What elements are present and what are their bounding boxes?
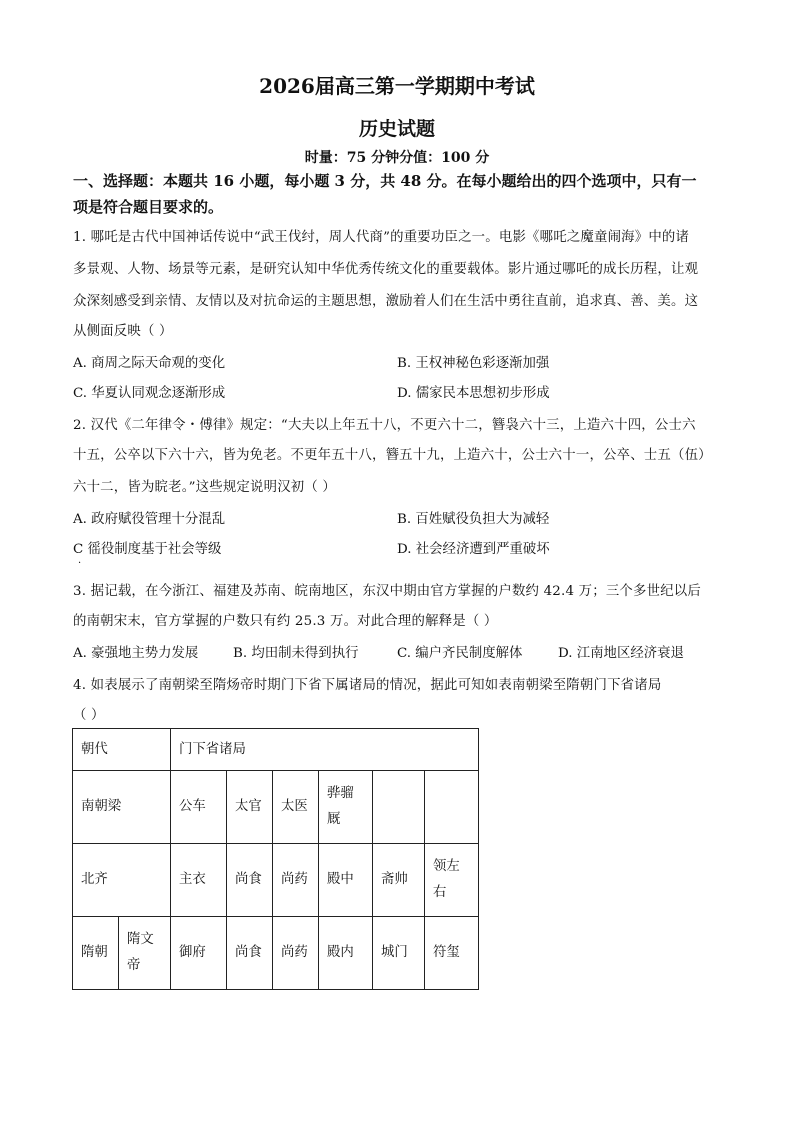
table-header-row — [73, 729, 479, 771]
bureau-cell: 领左 右 — [425, 844, 479, 917]
bureau-cell: 太官 — [227, 771, 273, 844]
q4-line-1: 4. 如表展示了南朝梁至隋炀帝时期门下省下属诸局的情况，据此可知如表南朝梁至隋朝门下省诸局 — [73, 678, 662, 693]
bureau-cell: 太医 — [273, 771, 319, 844]
bureau-cell: 骅骝 厩 — [319, 771, 373, 844]
table-row — [73, 844, 479, 917]
dynasty-cell: 北齐 — [73, 844, 171, 917]
dynasty-cell: 南朝梁 — [73, 771, 171, 844]
q2-line-2: 十五，公卒以下六十六，皆为免老。不更年五十八，簪五十九，上造六十，公士六十一，公卒、士五（伍） — [73, 448, 712, 463]
bureau-cell — [425, 771, 479, 844]
q1-line-3: 众深刻感受到亲情、友情以及对抗命运的主题思想，激励着人们在生活中勇往直前，追求真、善、美。这 — [73, 294, 699, 309]
bureau-cell: 主衣 — [171, 844, 227, 917]
bureau-cell: 殿中 — [319, 844, 373, 917]
table-row — [73, 917, 479, 990]
bureau-cell: 殿内 — [319, 917, 373, 990]
q2-option-d[interactable]: D. 社会经济遭到严重破坏 — [397, 542, 550, 557]
bureau-cell: 符玺 — [425, 917, 479, 990]
q1-option-b[interactable]: B. 王权神秘色彩逐渐加强 — [397, 356, 550, 371]
q3-line-1: 3. 据记载，在今浙江、福建及苏南、皖南地区，东汉中期由官方掌握的户数约 42.4 万；三个多世纪以后 — [73, 584, 701, 599]
q2-option-b[interactable]: B. 百姓赋役负担大为减轻 — [397, 512, 550, 527]
q1-option-a[interactable]: A. 商周之际天命观的变化 — [73, 356, 226, 371]
q3-option-c[interactable]: C. 编户齐民制度解体 — [397, 646, 523, 661]
section-heading-line1: 一、选择题：本题共 16 小题，每小题 3 分，共 48 分。在每小题给出的四个选项中，只有一 — [73, 172, 697, 190]
q2-option-a[interactable]: A. 政府赋役管理十分混乱 — [73, 512, 226, 527]
bureau-cell: 尚药 — [273, 844, 319, 917]
q3-option-b[interactable]: B. 均田制未得到执行 — [233, 646, 359, 661]
table-row — [73, 771, 479, 844]
q1-line-2: 多景观、人物、场景等元素，是研究认知中华优秀传统文化的重要载体。影片通过哪吒的成长历程，让观 — [73, 262, 699, 277]
exam-title: 2026届高三第一学期期中考试 — [259, 74, 535, 98]
q3-option-a[interactable]: A. 豪强地主势力发展 — [73, 646, 199, 661]
bureau-cell: 尚食 — [227, 844, 273, 917]
header-bureaus: 门下省诸局 — [171, 729, 479, 771]
emperor-cell: 隋文 帝 — [119, 917, 171, 990]
bureau-table — [72, 728, 479, 990]
q1-line-1: 1. 哪吒是古代中国神话传说中“武王伐纣，周人代商”的重要功臣之一。电影《哪吒之魔童闹海》中的诸 — [73, 230, 690, 245]
q2-line-1: 2. 汉代《二年律令・傅律》规定：“大夫以上年五十八，不更六十二，簪袅六十三，上造六十四，公士六 — [73, 418, 696, 433]
q1-option-c[interactable]: C. 华夏认同观念逐渐形成 — [73, 386, 226, 401]
bureau-cell: 公车 — [171, 771, 227, 844]
section-heading-line2: 项是符合题目要求的。 — [73, 198, 224, 216]
q3-option-d[interactable]: D. 江南地区经济衰退 — [558, 646, 684, 661]
q4-line-2: （ ） — [73, 708, 105, 723]
header-dynasty: 朝代 — [73, 729, 171, 771]
stray-dot: · — [78, 558, 82, 569]
q1-line-4: 从侧面反映（ ） — [73, 324, 173, 339]
subject-title: 历史试题 — [358, 118, 435, 140]
exam-meta: 时量：75 分钟分值：100 分 — [304, 150, 490, 166]
bureau-cell: 尚食 — [227, 917, 273, 990]
q3-line-2: 的南朝宋末，官方掌握的户数只有约 25.3 万。对此合理的解释是（ ） — [73, 614, 498, 629]
bureau-cell: 尚药 — [273, 917, 319, 990]
dynasty-cell: 隋朝 — [73, 917, 119, 990]
bureau-cell: 御府 — [171, 917, 227, 990]
q1-option-d[interactable]: D. 儒家民本思想初步形成 — [397, 386, 550, 401]
bureau-cell: 城门 — [373, 917, 425, 990]
bureau-cell — [373, 771, 425, 844]
q2-option-c[interactable]: C 徭役制度基于社会等级 — [73, 542, 222, 557]
section-heading — [73, 168, 733, 220]
q2-line-3: 六十二，皆为睆老。”这些规定说明汉初（ ） — [73, 480, 337, 495]
bureau-cell: 斋帅 — [373, 844, 425, 917]
